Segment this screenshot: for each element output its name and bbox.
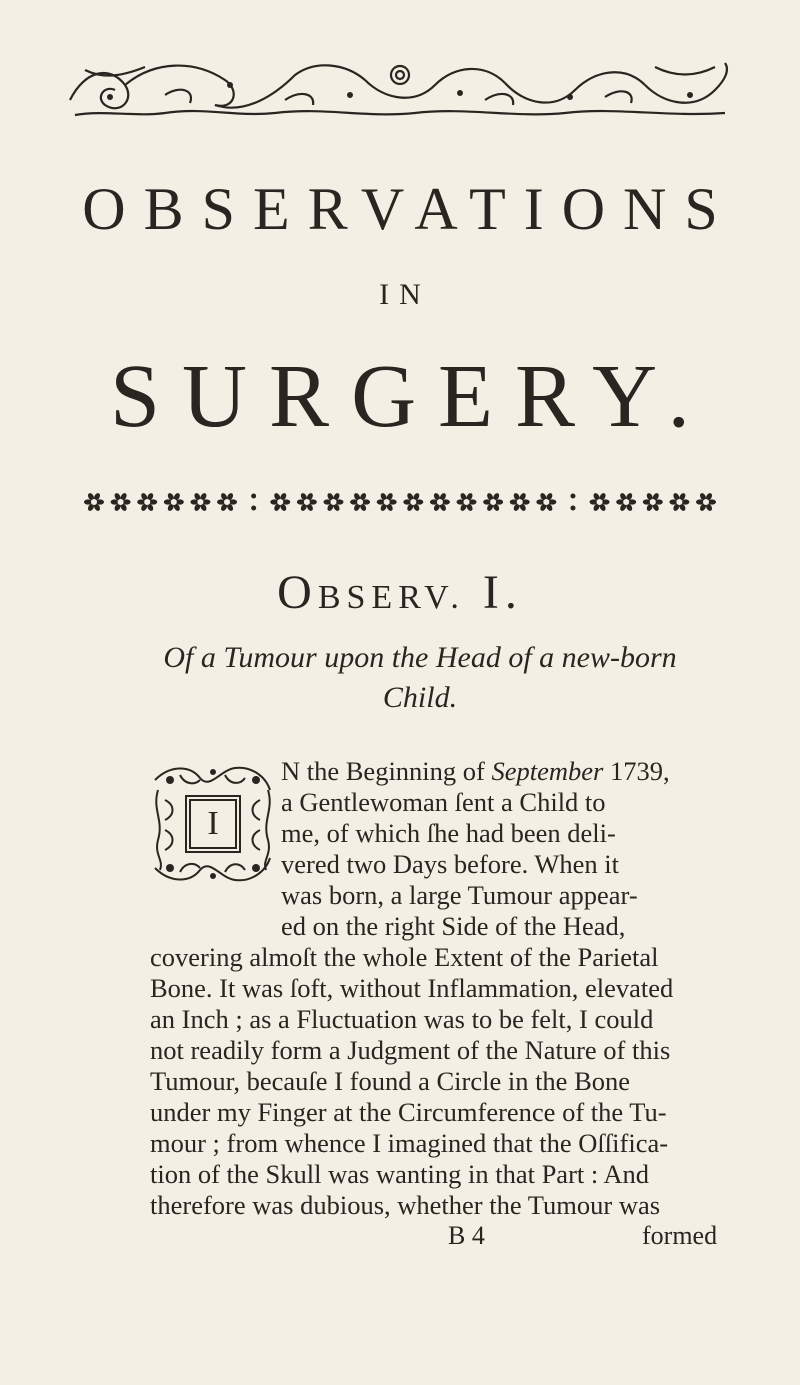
flower-ornament-icon	[590, 492, 610, 512]
body-line-1-text: N the Beginning of	[281, 756, 485, 786]
ornament-colon-dot	[251, 506, 256, 511]
subtitle-line-1: Of a Tumour upon the Head of a new-born	[163, 641, 677, 674]
flower-ornament-icon	[403, 492, 423, 512]
body-year: 1739,	[609, 756, 670, 786]
ornament-colon-dot	[251, 494, 256, 499]
flower-ornament-icon	[190, 492, 210, 512]
ornament-colon-dot	[570, 506, 575, 511]
body-line-7: covering almoſt the whole Extent of the Parietal	[150, 942, 659, 972]
body-line-1	[281, 756, 670, 786]
body-line-5: was born, a large Tumour appear-	[281, 880, 638, 910]
body-line-3: me, of which ſhe had been deli-	[281, 818, 616, 848]
observation-heading	[0, 565, 800, 620]
flower-ornament-icon	[669, 492, 689, 512]
body-month-italic: September	[491, 756, 604, 786]
heading-numeral: I.	[482, 566, 523, 619]
flower-ornament-icon	[483, 492, 503, 512]
flower-ornament-icon	[297, 492, 317, 512]
flower-ornament-icon	[457, 492, 477, 512]
drop-cap-letter: I	[207, 805, 219, 842]
flower-ornament-icon	[696, 492, 716, 512]
heading-small: BSERV.	[317, 579, 465, 616]
body-line-11: Tumour, becauſe I found a Circle in the Bone	[150, 1066, 631, 1096]
subtitle-line-2: Child.	[382, 681, 458, 714]
heading-initial: O	[277, 566, 318, 619]
flower-ornament-icon	[323, 492, 343, 512]
flower-ornament-icon	[616, 492, 636, 512]
flower-ornament-icon	[377, 492, 397, 512]
flower-ornament-icon	[164, 492, 184, 512]
body-line-12: under my Finger at the Circumference of the Tu-	[150, 1097, 667, 1127]
body-line-14: tion of the Skull was wanting in that Part : And	[150, 1159, 650, 1189]
flower-ornament-icon	[430, 492, 450, 512]
body-line-9: an Inch ; as a Fluctuation was to be felt, I could	[150, 1004, 654, 1034]
body-line-4: vered two Days before. When it	[281, 849, 620, 879]
body-line-15: therefore was dubious, whether the Tumour was	[150, 1190, 661, 1220]
body-line-2: a Gentlewoman ſent a Child to	[281, 787, 606, 817]
flower-ornament-icon	[350, 492, 370, 512]
signature-mark: B 4	[448, 1221, 485, 1250]
body-line-13: mour ; from whence I imagined that the Oſſifica-	[150, 1128, 669, 1158]
flower-ornament-icon	[510, 492, 530, 512]
flower-ornament-icon	[643, 492, 663, 512]
body-line-8: Bone. It was ſoft, without Inflammation, elevated	[150, 973, 674, 1003]
body-line-6: ed on the right Side of the Head,	[281, 911, 626, 941]
flower-ornament-icon	[84, 492, 104, 512]
catchword: formed	[642, 1221, 718, 1250]
title-line-1: OBSERVATIONS	[82, 176, 736, 242]
observation-subtitle	[130, 638, 710, 718]
flower-ornament-icon	[270, 492, 290, 512]
body-line-10: not readily form a Judgment of the Nature of this	[150, 1035, 671, 1065]
flower-ornament-icon	[217, 492, 237, 512]
flower-ornament-row	[80, 488, 720, 516]
flower-ornament-icon	[137, 492, 157, 512]
ornament-colon-dot	[570, 494, 575, 499]
flower-ornament-icon	[111, 492, 131, 512]
flower-ornament-icon	[536, 492, 556, 512]
title-line-2: IN	[379, 278, 431, 311]
title-line-3: SURGERY.	[109, 347, 712, 446]
ornamental-headpiece	[65, 55, 735, 123]
